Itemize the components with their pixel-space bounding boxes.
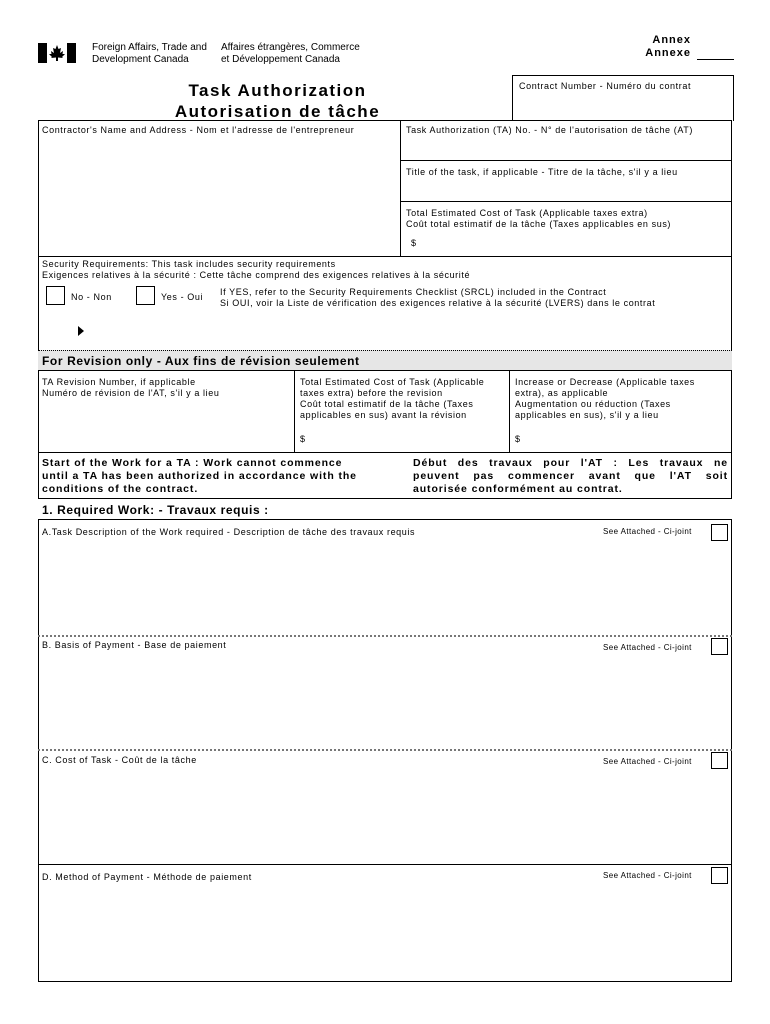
cost-before-line4: applicables en sus) avant la révision <box>300 410 467 420</box>
title-fr: Autorisation de tâche <box>174 102 381 121</box>
see-attached-checkbox-d[interactable] <box>711 867 728 884</box>
increase-decrease-currency: $ <box>515 434 521 444</box>
cost-before-line1: Total Estimated Cost of Task (Applicable <box>300 377 485 387</box>
department-name-fr <box>221 42 360 66</box>
security-label-fr: Exigences relatives à la sécurité : Cette tâche comprend des exigences relatives à la sécurité <box>42 270 471 280</box>
ta-revision-input[interactable] <box>42 405 292 447</box>
ta-revision-label-en: TA Revision Number, if applicable <box>42 377 196 387</box>
start-notice-en-1: Start of the Work for a TA : Work cannot commence <box>42 457 343 469</box>
security-no-label: No - Non <box>71 292 112 302</box>
method-of-payment-label: D. Method of Payment - Méthode de paiement <box>42 872 252 882</box>
security-requirements-label <box>42 259 470 281</box>
security-yes-label: Yes - Oui <box>161 292 204 302</box>
task-title-label: Title of the task, if applicable - Titre de la tâche, s'il y a lieu <box>406 167 678 177</box>
ta-revision-label <box>42 377 219 399</box>
contract-number-input[interactable] <box>519 96 729 118</box>
security-note-fr: Si OUI, voir la Liste de vérification des exigences relative à la sécurité (LVERS) dans le contrat <box>220 298 656 308</box>
ta-revision-label-fr: Numéro de révision de l'AT, s'il y a lieu <box>42 388 220 398</box>
annex-number-field[interactable] <box>697 45 734 60</box>
start-notice-fr <box>413 457 728 496</box>
security-note-en: If YES, refer to the Security Requirements Checklist (SRCL) included in the Contract <box>220 287 607 297</box>
change-line2: extra), as applicable <box>515 388 609 398</box>
title-en: Task Authorization <box>188 81 367 100</box>
start-notice-fr-3: autorisée conformément au contrat. <box>413 483 623 495</box>
increase-decrease-input[interactable] <box>527 430 729 450</box>
annex-label <box>635 34 691 60</box>
see-attached-checkbox-b[interactable] <box>711 638 728 655</box>
task-description-input[interactable] <box>42 545 731 635</box>
task-description-label: A.Task Description of the Work required - Description de tâche des travaux requis <box>42 527 416 537</box>
see-attached-label-c: See Attached - Ci-joint <box>603 757 692 766</box>
ta-number-input[interactable] <box>406 139 730 159</box>
see-attached-label-d: See Attached - Ci-joint <box>603 871 692 880</box>
change-line3: Augmentation ou réduction (Taxes <box>515 399 671 409</box>
security-label-en: Security Requirements: This task includes security requirements <box>42 259 336 269</box>
basis-of-payment-input[interactable] <box>42 660 731 750</box>
dept-en-line1: Foreign Affairs, Trade and <box>92 42 207 53</box>
cost-before-line2: taxes extra) before the revision <box>300 388 443 398</box>
change-line1: Increase or Decrease (Applicable taxes <box>515 377 695 387</box>
dept-fr-line1: Affaires étrangères, Commerce <box>221 42 360 53</box>
contractor-label: Contractor's Name and Address - Nom et l'adresse de l'entrepreneur <box>42 125 355 135</box>
contractor-address-input[interactable] <box>42 140 398 254</box>
start-notice-fr-1: Début des travaux pour l'AT : Les travaux ne <box>413 457 728 469</box>
see-attached-checkbox-a[interactable] <box>711 524 728 541</box>
see-attached-label-b: See Attached - Ci-joint <box>603 643 692 652</box>
method-of-payment-input[interactable] <box>42 888 731 980</box>
security-no-checkbox[interactable] <box>46 286 65 305</box>
start-notice-en-3: conditions of the contract. <box>42 483 199 495</box>
change-line4: applicables en sus), s'il y a lieu <box>515 410 659 420</box>
cost-of-task-label: C. Cost of Task - Coût de la tâche <box>42 755 197 765</box>
total-cost-label-en: Total Estimated Cost of Task (Applicable taxes extra) <box>406 208 648 218</box>
start-notice-en-2: until a TA has been authorized in accordance with the <box>42 470 357 482</box>
cost-before-revision-label <box>300 377 484 421</box>
see-attached-checkbox-c[interactable] <box>711 752 728 769</box>
basis-of-payment-label: B. Basis of Payment - Base de paiement <box>42 640 227 650</box>
department-name-en <box>92 42 207 66</box>
dept-fr-line2: et Développement Canada <box>221 54 340 65</box>
increase-decrease-label <box>515 377 695 421</box>
total-cost-label-fr: Coût total estimatif de la tâche (Taxes applicables en sus) <box>406 219 672 229</box>
see-attached-label-a: See Attached - Ci-joint <box>603 527 692 536</box>
cost-of-task-input[interactable] <box>42 774 731 864</box>
ta-number-label: Task Authorization (TA) No. - N° de l'autorisation de tâche (AT) <box>406 125 693 135</box>
canada-flag-icon <box>38 43 76 63</box>
start-notice-en <box>42 457 392 496</box>
total-cost-input[interactable] <box>422 235 726 253</box>
total-cost-currency: $ <box>411 238 417 248</box>
cost-before-line3: Coût total estimatif de la tâche (Taxes <box>300 399 474 409</box>
task-title-input[interactable] <box>406 181 730 201</box>
total-cost-label <box>406 208 671 230</box>
annex-fr: Annexe <box>645 47 691 59</box>
security-note <box>220 287 655 309</box>
play-arrow-icon[interactable] <box>78 326 84 336</box>
annex-en: Annex <box>652 34 691 46</box>
page-title <box>150 80 405 122</box>
contract-number-label: Contract Number - Numéro du contrat <box>519 81 692 91</box>
dept-en-line2: Development Canada <box>92 54 189 65</box>
revision-header: For Revision only - Aux fins de révision seulement <box>42 354 360 368</box>
cost-before-currency: $ <box>300 434 306 444</box>
required-work-header: 1. Required Work: - Travaux requis : <box>42 503 269 517</box>
start-notice-fr-2: peuvent pas commencer avant que l'AT soit <box>413 470 728 482</box>
cost-before-input[interactable] <box>312 430 506 450</box>
security-yes-checkbox[interactable] <box>136 286 155 305</box>
